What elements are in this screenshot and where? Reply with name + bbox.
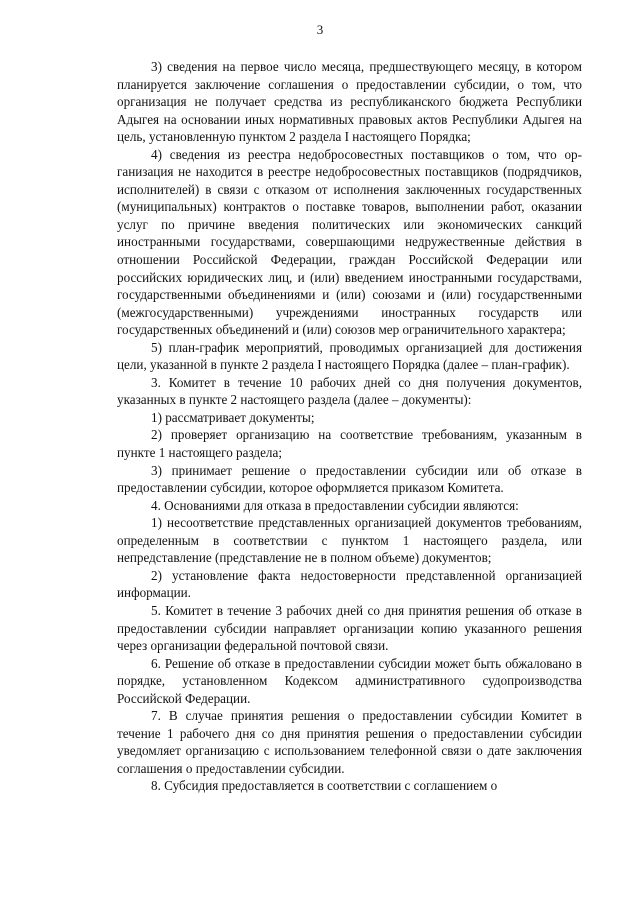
document-body <box>117 58 582 795</box>
paragraph-clause-5-refusal-notice: 5. Комитет в течение 3 рабочих дней со дня принятия решения об отказе в предоставлении субсидии направляет организации копию указанного решения через организации федеральной почтовой связи. <box>117 602 582 654</box>
paragraph-clause-3-item-2: 2) проверяет организацию на соответствие требованиям, указанным в пункте 1 настоящего раздела; <box>117 427 582 461</box>
paragraph-clause-4-item-2: 2) установление факта недостоверности представленной организацией информации. <box>117 567 582 601</box>
page-number: 3 <box>316 22 324 37</box>
paragraph-item-5-action-plan: 5) план-график мероприятий, проводимых организацией для достижения цели, указанной в пункте 2 раздела I настоящего Порядка (далее – план-график). <box>117 339 582 373</box>
paragraph-clause-3-committee-review: 3. Комитет в течение 10 рабочих дней со дня получения документов, указанных в пункте 2 настоящего раздела (далее – документы): <box>117 374 582 408</box>
paragraph-clause-4-item-1: 1) несоответствие представленных организацией документов требованиям, определенным в соответствии с пунктом 1 настоящего раздела, или непредставление (представление не в полном объеме) документов; <box>117 515 582 566</box>
paragraph-clause-3-item-1: 1) рассматривает документы; <box>151 409 315 425</box>
paragraph-clause-4-refusal-grounds: 4. Основаниями для отказа в предоставлении субсидии являются: <box>151 497 519 513</box>
paragraph-item-3-info-budget: 3) сведения на первое число месяца, предшествующего месяцу, в котором планируется заключение соглашения о предоставлении субсидии, о том, что организация не получает средства из республиканского бюджета Республики Адыгея на основании иных нормативных правовых актов Республики Адыгея на цель, установленную пунктом 2 раздела I настоящего Порядка; <box>117 59 582 145</box>
paragraph-clause-6-appeal: 6. Решение об отказе в предоставлении субсидии может быть обжаловано в порядке, установленном Кодексом административного судопроизводства Российской Федерации. <box>117 655 582 706</box>
paragraph-clause-7-approval-notice: 7. В случае принятия решения о предоставлении субсидии Комитет в течение 1 рабочего дня со дня принятия решения о предоставлении субсидии уведомляет организацию с использованием телефонной связи о дате заключения соглашения о предоставлении субсидии. <box>117 708 582 776</box>
paragraph-item-4-unreliable-suppliers: 4) сведения из реестра недобросовестных поставщиков о том, что организация не находится в реестре недобросовестных поставщиков (подрядчиков, исполнителей) в связи с отказом от исполнения заключенных государственных (муниципальных) контрактов о поставке товаров, выполнении работ, оказании услуг по причине введения политических или экономических санкций иностранными государствами, совершающими недружественные действия в отношении Российской Федерации, граждан Российской Федерации или российских юридических лиц, и (или) введением иностранными государствами, государственными объединениями и (или) союзами и (или) государственными (межгосударственными) учреждениями иностранных государств или государственных объединений и (или) союзов мер ограничительного характера; <box>117 146 582 338</box>
paragraph-clause-3-item-3: 3) принимает решение о предоставлении субсидии или об отказе в предоставлении субсидии, которое оформляется приказом Комитета. <box>117 462 582 496</box>
paragraph-clause-8-agreement: 8. Субсидия предоставляется в соответствии с соглашением о <box>151 778 498 794</box>
